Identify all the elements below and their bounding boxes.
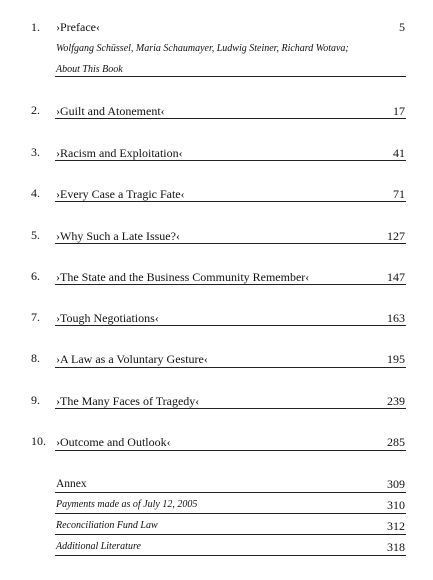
annex-item-rule (55, 534, 406, 535)
entry-rule (55, 408, 406, 409)
annex-title: Annex (56, 478, 87, 490)
annex-rule (55, 492, 406, 493)
entry-title: ›The State and the Business Community Remember‹ (56, 270, 310, 284)
entry-number: 9. (31, 393, 40, 407)
entry-number: 10. (31, 434, 46, 448)
entry-title: ›Preface‹ (56, 20, 100, 34)
entry-title: ›The Many Faces of Tragedy‹ (56, 394, 200, 408)
annex-item: Reconciliation Fund Law (56, 520, 158, 531)
annex-item-page: 318 (387, 540, 405, 554)
entry-rule (55, 201, 406, 202)
entry-number: 8. (31, 351, 40, 365)
entry-number: 7. (31, 310, 40, 324)
entry-page: 147 (387, 270, 405, 284)
entry-page: 17 (393, 104, 405, 118)
annex-item: Payments made as of July 12, 2005 (56, 499, 198, 510)
entry-authors: Wolfgang Schüssel, Maria Schaumayer, Ludwig Steiner, Richard Wotava; (56, 43, 349, 54)
annex-page: 309 (387, 477, 405, 491)
entry-number: 2. (31, 103, 40, 117)
entry-rule (55, 367, 406, 368)
annex-item-page: 312 (387, 519, 405, 533)
entry-page: 5 (399, 20, 405, 34)
entry-title: ›Racism and Exploitation‹ (56, 146, 183, 160)
annex-item-rule (55, 513, 406, 514)
entry-title: ›Guilt and Atonement‹ (56, 104, 165, 118)
entry-rule (55, 325, 406, 326)
entry-title: ›Tough Negotiations‹ (56, 311, 159, 325)
entry-number: 6. (31, 269, 40, 283)
entry-number: 4. (31, 186, 40, 200)
entry-page: 239 (387, 394, 405, 408)
entry-page: 195 (387, 352, 405, 366)
entry-number: 5. (31, 228, 40, 242)
annex-item-rule (55, 555, 406, 556)
entry-number: 3. (31, 145, 40, 159)
entry-title: ›Outcome and Outlook‹ (56, 435, 171, 449)
entry-title: ›Every Case a Tragic Fate‹ (56, 187, 185, 201)
entry-subtitle: About This Book (56, 64, 123, 75)
entry-rule (55, 160, 406, 161)
entry-page: 127 (387, 229, 405, 243)
entry-title: ›Why Such a Late Issue?‹ (56, 229, 180, 243)
entry-rule (55, 450, 406, 451)
entry-rule (55, 76, 406, 77)
entry-number: 1. (31, 20, 40, 34)
entry-rule (55, 118, 406, 119)
entry-title: ›A Law as a Voluntary Gesture‹ (56, 352, 208, 366)
entry-page: 41 (393, 146, 405, 160)
entry-rule (55, 284, 406, 285)
annex-item: Additional Literature (56, 541, 141, 552)
entry-page: 71 (393, 187, 405, 201)
annex-item-page: 310 (387, 498, 405, 512)
entry-page: 285 (387, 435, 405, 449)
entry-page: 163 (387, 311, 405, 325)
entry-rule (55, 243, 406, 244)
